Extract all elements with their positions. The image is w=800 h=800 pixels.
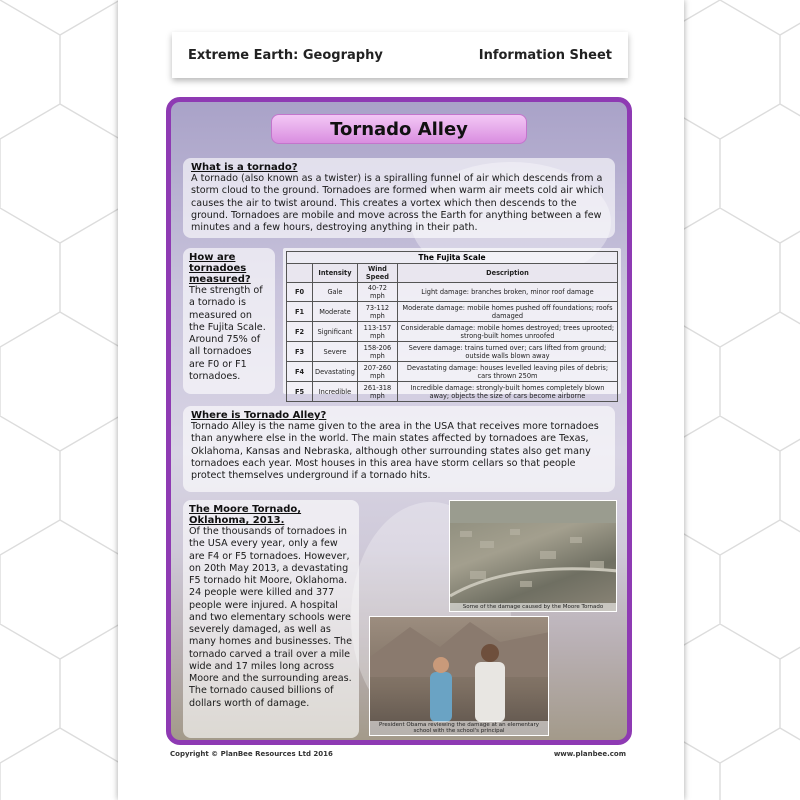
table-cell: Moderate damage: mobile homes pushed off foundations; roofs damaged <box>397 302 617 322</box>
header-bar <box>172 32 628 78</box>
table-header-cell: Wind Speed <box>357 264 397 283</box>
measured-text: The strength of a tornado is measured on the Fujita Scale. Around 75% of all tornadoes are F0 or F1 tornadoes. <box>189 285 266 382</box>
table-cell: 40-72 mph <box>357 283 397 302</box>
table-cell: F1 <box>287 302 313 322</box>
what-heading: What is a tornado? <box>191 162 298 173</box>
table-row <box>287 362 618 382</box>
table-cell: 261-318 mph <box>357 382 397 402</box>
content-frame <box>166 97 632 745</box>
table-cell: F0 <box>287 283 313 302</box>
table-header-cell <box>287 264 313 283</box>
header-left-title: Extreme Earth: Geography <box>188 47 383 63</box>
table-cell: Severe <box>313 342 358 362</box>
footer-website[interactable]: www.planbee.com <box>553 750 626 758</box>
header-right-title: Information Sheet <box>478 47 612 63</box>
table-row <box>287 322 618 342</box>
table-cell: Devastating damage: houses levelled leaving piles of debris; cars thrown 250m <box>397 362 617 382</box>
page-title-text: Tornado Alley <box>330 118 468 140</box>
damage-photo-caption: Some of the damage caused by the Moore Tornado <box>450 603 616 611</box>
moore-heading: The Moore Tornado, Oklahoma, 2013. <box>189 504 302 526</box>
table-row <box>287 283 618 302</box>
obama-photo-caption: President Obama reviewing the damage at an elementary school with the school's principal <box>370 721 548 735</box>
table-row <box>287 342 618 362</box>
table-cell: 207-260 mph <box>357 362 397 382</box>
table-cell: Considerable damage: mobile homes destroyed; trees uprooted; strong-built homes unroofed <box>397 322 617 342</box>
table-cell: 73-112 mph <box>357 302 397 322</box>
what-is-tornado-panel <box>183 158 615 238</box>
table-row <box>287 302 618 322</box>
table-cell: Incredible <box>313 382 358 402</box>
footer-copyright: Copyright © PlanBee Resources Ltd 2016 <box>170 750 333 758</box>
table-cell: 113-157 mph <box>357 322 397 342</box>
fujita-table <box>286 263 618 402</box>
fujita-title: The Fujita Scale <box>286 251 618 263</box>
fujita-scale-table-panel <box>283 248 621 400</box>
table-cell: Incredible damage: strongly-built homes completely blown away; objects the size of cars become airborne <box>397 382 617 402</box>
table-cell: Significant <box>313 322 358 342</box>
measured-heading: How are tornadoes measured? <box>189 252 251 285</box>
table-header-row <box>287 264 618 283</box>
where-text: Tornado Alley is the name given to the area in the USA that receives more tornadoes than anywhere else in the world. The main states affected by tornadoes are Texas, Oklahoma, Kansas and Nebraska, although other surrounding states also get many tornadoes each year. Most houses in this area have storm cellars so that people protect themselves underground if a tornado hits. <box>191 421 599 482</box>
information-sheet <box>118 0 684 800</box>
table-header-cell: Description <box>397 264 617 283</box>
page-title <box>271 114 527 144</box>
moore-text: Of the thousands of tornadoes in the USA every year, only a few are F4 or F5 tornadoes. However, on 20th May 2013, a devastating F5 tornado hit Moore, Oklahoma. 24 people were killed and 377 people were injured. A hospital and two elementary schools were severely damaged, as well as many homes and businesses. The tornado carved a trail over a mile wide and 17 miles long across Moore and the surrounding areas. The tornado caused billions of dollars worth of damage. <box>189 526 353 709</box>
where-heading: Where is Tornado Alley? <box>191 410 327 421</box>
table-cell: Severe damage: trains turned over; cars lifted from ground; outside walls blown away <box>397 342 617 362</box>
damage-aerial-photo <box>449 500 617 612</box>
table-cell: Devastating <box>313 362 358 382</box>
where-panel <box>183 406 615 492</box>
table-cell: Light damage: branches broken, minor roof damage <box>397 283 617 302</box>
table-header-cell: Intensity <box>313 264 358 283</box>
moore-panel <box>183 500 359 738</box>
table-row <box>287 382 618 402</box>
table-cell: Gale <box>313 283 358 302</box>
table-cell: F3 <box>287 342 313 362</box>
table-cell: F5 <box>287 382 313 402</box>
table-cell: Moderate <box>313 302 358 322</box>
what-text: A tornado (also known as a twister) is a spiralling funnel of air which descends from a storm cloud to the ground. Tornadoes are formed when warm air meets cold air which causes the air to twist around. This creates a vortex which then descends to the ground. Tornadoes are mobile and move across the Earth for anything between a few minutes and a few hours, destroying anything in their path. <box>191 173 604 234</box>
table-cell: F2 <box>287 322 313 342</box>
measured-panel <box>183 248 275 394</box>
table-cell: F4 <box>287 362 313 382</box>
obama-visit-photo <box>369 616 549 736</box>
table-cell: 158-206 mph <box>357 342 397 362</box>
